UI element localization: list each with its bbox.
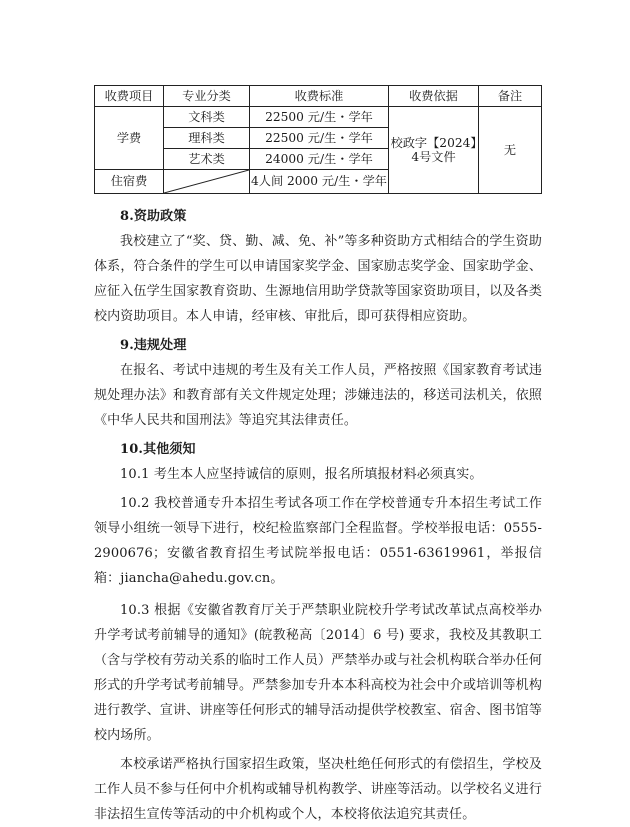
fee-cell: 24000 元/生・学年 xyxy=(250,149,389,170)
diagonal-line xyxy=(164,170,249,193)
tuition-label: 学费 xyxy=(95,107,164,170)
paragraph: 本校承诺严格执行国家招生政策，坚决杜绝任何形式的有偿招生，学校及工作人员不参与任何中介机构或辅导机构教学、讲座等活动。以学校名义进行非法招生宣传等活动的中介机构或个人，本校将依法追究其责任。 xyxy=(94,757,542,822)
dorm-fee-cell: 4人间 2000 元/生・学年 xyxy=(250,170,389,194)
table-row xyxy=(95,107,542,128)
empty-diagonal-cell xyxy=(164,170,250,194)
paragraph: 我校建立了“奖、贷、勤、减、免、补”等多种资助方式相结合的学生资助体系，符合条件的学生可以申请国家奖学金、国家励志奖学金、国家助学金、应征入伍学生国家教育资助、生源地信用助学贷款等国家资助项目，以及各类校内资助项目。本人申请，经审核、审批后，即可获得相应资助。 xyxy=(94,234,542,324)
header-major-category: 专业分类 xyxy=(164,86,250,107)
paragraph: 在报名、考试中违规的考生及有关工作人员，严格按照《国家教育考试违规处理办法》和教育部有关文件规定处理；涉嫌违法的，移送司法机关，依照《中华人民共和国刑法》等追究其法律责任。 xyxy=(94,363,542,428)
remark-cell: 无 xyxy=(479,107,542,194)
fee-table xyxy=(94,85,542,194)
header-fee-basis: 收费依据 xyxy=(389,86,479,107)
section-heading-violations: 9.违规处理 xyxy=(120,338,187,353)
header-remark: 备注 xyxy=(479,86,542,107)
paragraph: 10.3 根据《安徽省教育厅关于严禁职业院校升学考试改革试点高校举办升学考试考前辅导的通知》(皖教秘高〔2014〕6 号) 要求，我校及其教职工（含与学校有劳动关系的临时工作人员）严禁举办或与社会机构联合举办任何形式的升学考试考前辅导。严禁参加专升本本科高校为社会中介或培训等机构进行教学、宣讲、讲座等任何形式的辅导活动提供学校教室、宿舍、图书馆等校内场所。 xyxy=(94,603,542,743)
fee-table-header-row xyxy=(95,86,542,107)
category-cell: 文科类 xyxy=(164,107,250,128)
category-cell: 理科类 xyxy=(164,128,250,149)
fee-cell: 22500 元/生・学年 xyxy=(250,128,389,149)
paragraph: 10.1 考生本人应坚持诚信的原则，报名所填报材料必须真实。 xyxy=(120,467,483,482)
fee-basis-cell: 校政字【2024】4号文件 xyxy=(389,107,479,194)
paragraph: 10.2 我校普通专升本招生考试各项工作在学校普通专升本招生考试工作领导小组统一领导下进行，校纪检监察部门全程监督。学校举报电话：0555-2900676；安徽省教育招生考试院举报电话：0551-63619961，举报信箱：jiancha@ahedu.gov.cn。 xyxy=(94,496,542,586)
category-cell: 艺术类 xyxy=(164,149,250,170)
header-fee-item: 收费项目 xyxy=(95,86,164,107)
section-heading-other-notes: 10.其他须知 xyxy=(120,442,196,457)
dorm-label: 住宿费 xyxy=(95,170,164,194)
fee-cell: 22500 元/生・学年 xyxy=(250,107,389,128)
header-fee-standard: 收费标准 xyxy=(250,86,389,107)
section-heading-aid-policy: 8.资助政策 xyxy=(120,209,187,224)
document-body xyxy=(94,204,542,827)
